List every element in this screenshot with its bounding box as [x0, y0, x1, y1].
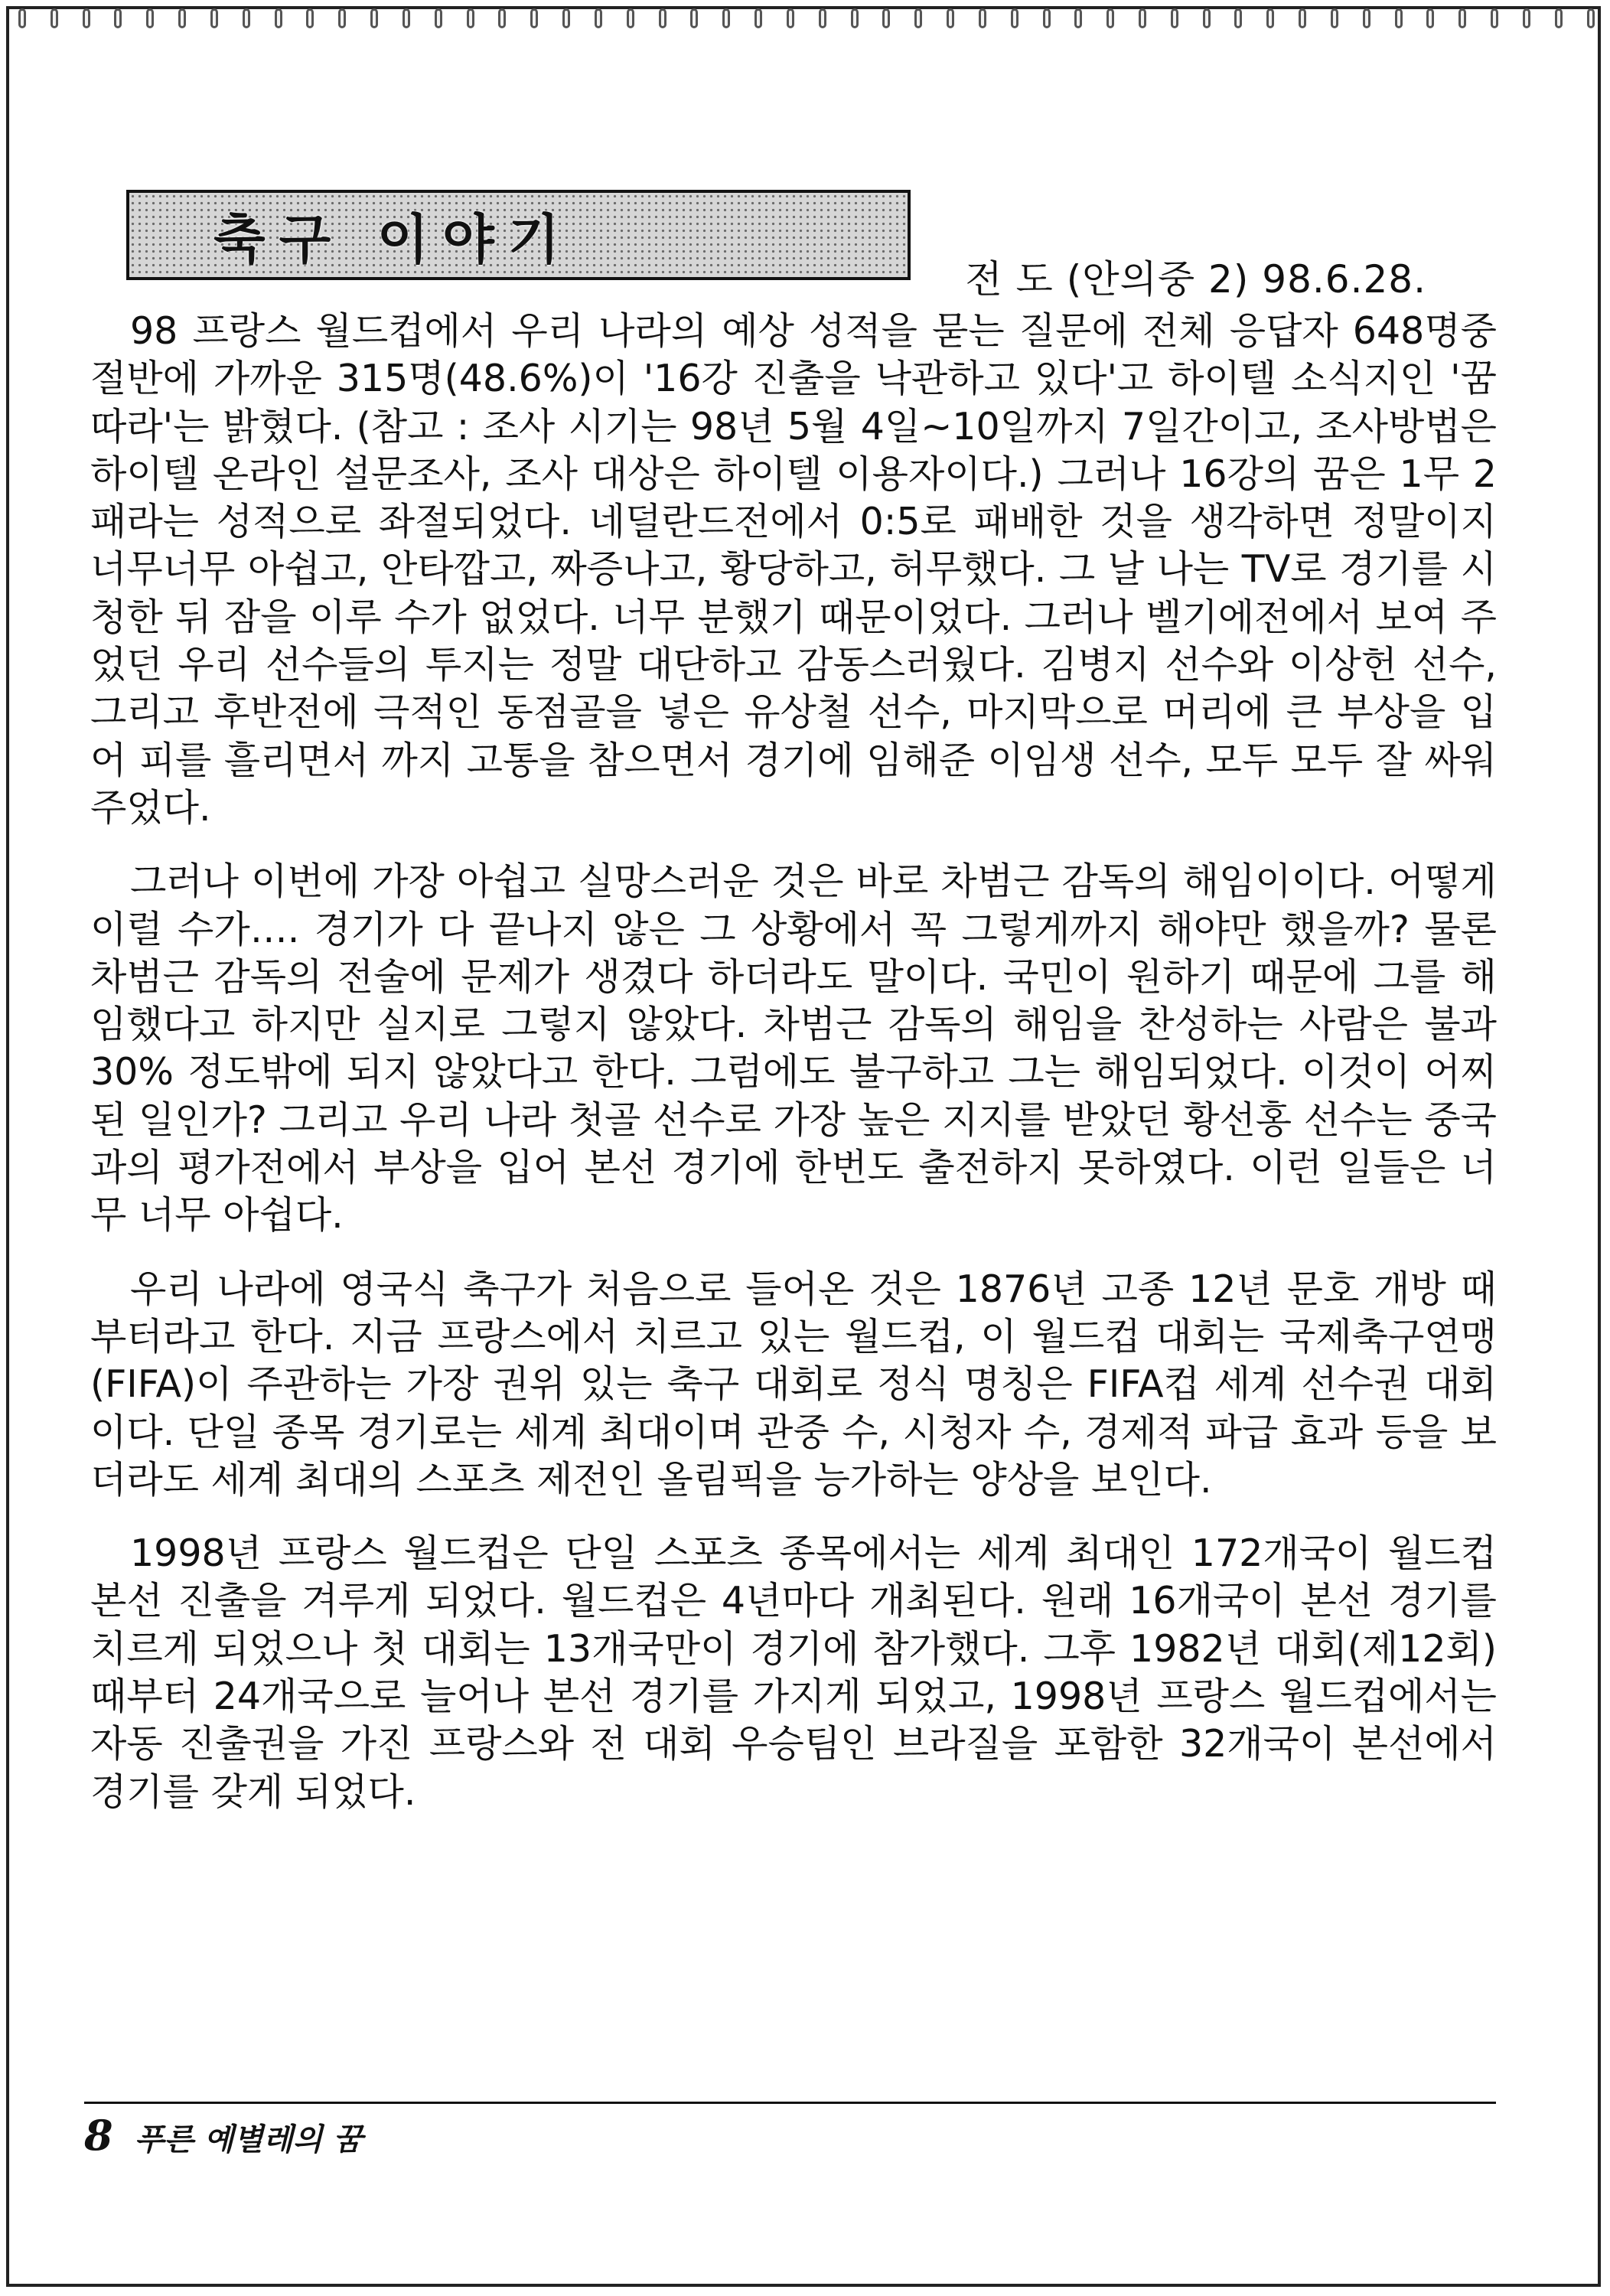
binding-ring	[1587, 8, 1595, 28]
paragraph: 그러나 이번에 가장 아쉽고 실망스러운 것은 바로 차범근 감독의 해임이이다. 어떻게 이럴 수가…. 경기가 다 끝나지 않은 그 상황에서 꼭 그렇게까지 해야만 했을까? 물론 차범근 감독의 전술에 문제가 생겼다 하더라도 말이다. 국민이 원하기 때문에 그를 해임했다고 하지만 실지로 그렇지 않았다. 차범근 감독의 해임을 찬성하는 사람은 불과 30% 정도밖에 되지 않았다고 한다. 그럼에도 불구하고 그는 해임되었다. 이것이 어찌된 일인가? 그리고 우리 나라 첫골 선수로 가장 높은 지지를 받았던 황선홍 선수는 중국과의 평가전에서 부상을 입어 본선 경기에 한번도 출전하지 못하였다. 이런 일들은 너무 너무 아쉽다.	[90, 859, 1497, 1238]
binding-ring	[1074, 8, 1082, 28]
binding-ring	[338, 8, 346, 28]
binding-ring	[1523, 8, 1530, 28]
article-title: 축구 이야기	[213, 207, 574, 271]
title-box	[126, 190, 911, 280]
binding-ring	[146, 8, 154, 28]
binding-ring	[1331, 8, 1338, 28]
binding-ring	[787, 8, 794, 28]
binding-ring	[1234, 8, 1242, 28]
binding-ring	[1299, 8, 1306, 28]
binding-ring	[1043, 8, 1051, 28]
binding-ring	[819, 8, 826, 28]
article-body	[90, 308, 1497, 1816]
binding-ring	[1458, 8, 1466, 28]
binding-ring	[1363, 8, 1370, 28]
binding-ring	[595, 8, 602, 28]
binding-ring	[659, 8, 666, 28]
binding-ring	[1426, 8, 1434, 28]
binding-ring	[754, 8, 762, 28]
footer-divider	[84, 2102, 1496, 2104]
binding-ring	[243, 8, 250, 28]
binding-ring	[1171, 8, 1178, 28]
binding-ring	[83, 8, 90, 28]
binding-ring	[1491, 8, 1498, 28]
binding-ring	[275, 8, 282, 28]
binding-ring	[467, 8, 474, 28]
binding-ring	[402, 8, 410, 28]
running-title: 푸른 예별레의 꿈	[134, 2122, 363, 2157]
binding-ring	[1139, 8, 1146, 28]
binding-ring	[627, 8, 634, 28]
binding-ring	[562, 8, 570, 28]
binding-ring	[882, 8, 890, 28]
binding-ring	[178, 8, 186, 28]
binding-ring	[1395, 8, 1403, 28]
binding-ring	[1555, 8, 1563, 28]
binding-ring	[1266, 8, 1274, 28]
binding-ring	[1106, 8, 1114, 28]
binding-ring	[947, 8, 954, 28]
page-number: 8	[84, 2111, 113, 2160]
binding-ring	[435, 8, 442, 28]
paragraph: 우리 나라에 영국식 축구가 처음으로 들어온 것은 1876년 고종 12년 문호 개방 때부터라고 한다. 지금 프랑스에서 치르고 있는 월드컵, 이 월드컵 대회는 국제축구연맹(FIFA)이 주관하는 가장 권위 있는 축구 대회로 정식 명칭은 FIFA컵 세계 선수권 대회이다. 단일 종목 경기로는 세계 최대이며 관중 수, 시청자 수, 경제적 파급 효과 등을 보더라도 세계 최대의 스포츠 제전인 올림픽을 능가하는 양상을 보인다.	[90, 1267, 1497, 1502]
binding-ring	[1203, 8, 1211, 28]
author-byline: 전 도 (안의중 2) 98.6.28.	[965, 257, 1426, 302]
binding-ring	[18, 8, 26, 28]
binding-ring	[914, 8, 922, 28]
binding-ring	[306, 8, 314, 28]
binding-ring	[370, 8, 378, 28]
binding-ring	[530, 8, 538, 28]
binding-ring	[979, 8, 986, 28]
paragraph: 1998년 프랑스 월드컵은 단일 스포츠 종목에서는 세계 최대인 172개국이 월드컵 본선 진출을 겨루게 되었다. 월드컵은 4년마다 개최된다. 원래 16개국이 본선 경기를 치르게 되었으나 첫 대회는 13개국만이 경기에 참가했다. 그후 1982년 대회(제12회) 때부터 24개국으로 늘어나 본선 경기를 가지게 되었고, 1998년 프랑스 월드컵에서는 자동 진출권을 가진 프랑스와 전 대회 우승팀인 브라질을 포함한 32개국이 본선에서 경기를 갖게 되었다.	[90, 1531, 1497, 1814]
spiral-binding	[18, 3, 1595, 34]
binding-ring	[1011, 8, 1018, 28]
paragraph: 98 프랑스 월드컵에서 우리 나라의 예상 성적을 묻는 질문에 전체 응답자 648명중 절반에 가까운 315명(48.6%)이 '16강 진출을 낙관하고 있다'고 하이텔 소식지인 '꿈따라'는 밝혔다. (참고 : 조사 시기는 98년 5월 4일~10일까지 7일간이고, 조사방법은 하이텔 온라인 설문조사, 조사 대상은 하이텔 이용자이다.) 그러나 16강의 꿈은 1무 2패라는 성적으로 좌절되었다. 네덜란드전에서 0:5로 패배한 것을 생각하면 정말이지 너무너무 아쉽고, 안타깝고, 짜증나고, 황당하고, 허무했다. 그 날 나는 TV로 경기를 시청한 뒤 잠을 이루 수가 없었다. 너무 분했기 때문이었다. 그러나 벨기에전에서 보여 주었던 우리 선수들의 투지는 정말 대단하고 감동스러웠다. 김병지 선수와 이상헌 선수, 그리고 후반전에 극적인 동점골을 넣은 유상철 선수, 마지막으로 머리에 큰 부상을 입어 피를 흘리면서 까지 고통을 참으면서 경기에 임해준 이임생 선수, 모두 모두 잘 싸워주었다.	[90, 309, 1497, 830]
binding-ring	[851, 8, 859, 28]
binding-ring	[722, 8, 730, 28]
binding-ring	[690, 8, 698, 28]
binding-ring	[210, 8, 218, 28]
binding-ring	[498, 8, 506, 28]
binding-ring	[51, 8, 58, 28]
binding-ring	[114, 8, 122, 28]
page-footer	[84, 2111, 363, 2160]
